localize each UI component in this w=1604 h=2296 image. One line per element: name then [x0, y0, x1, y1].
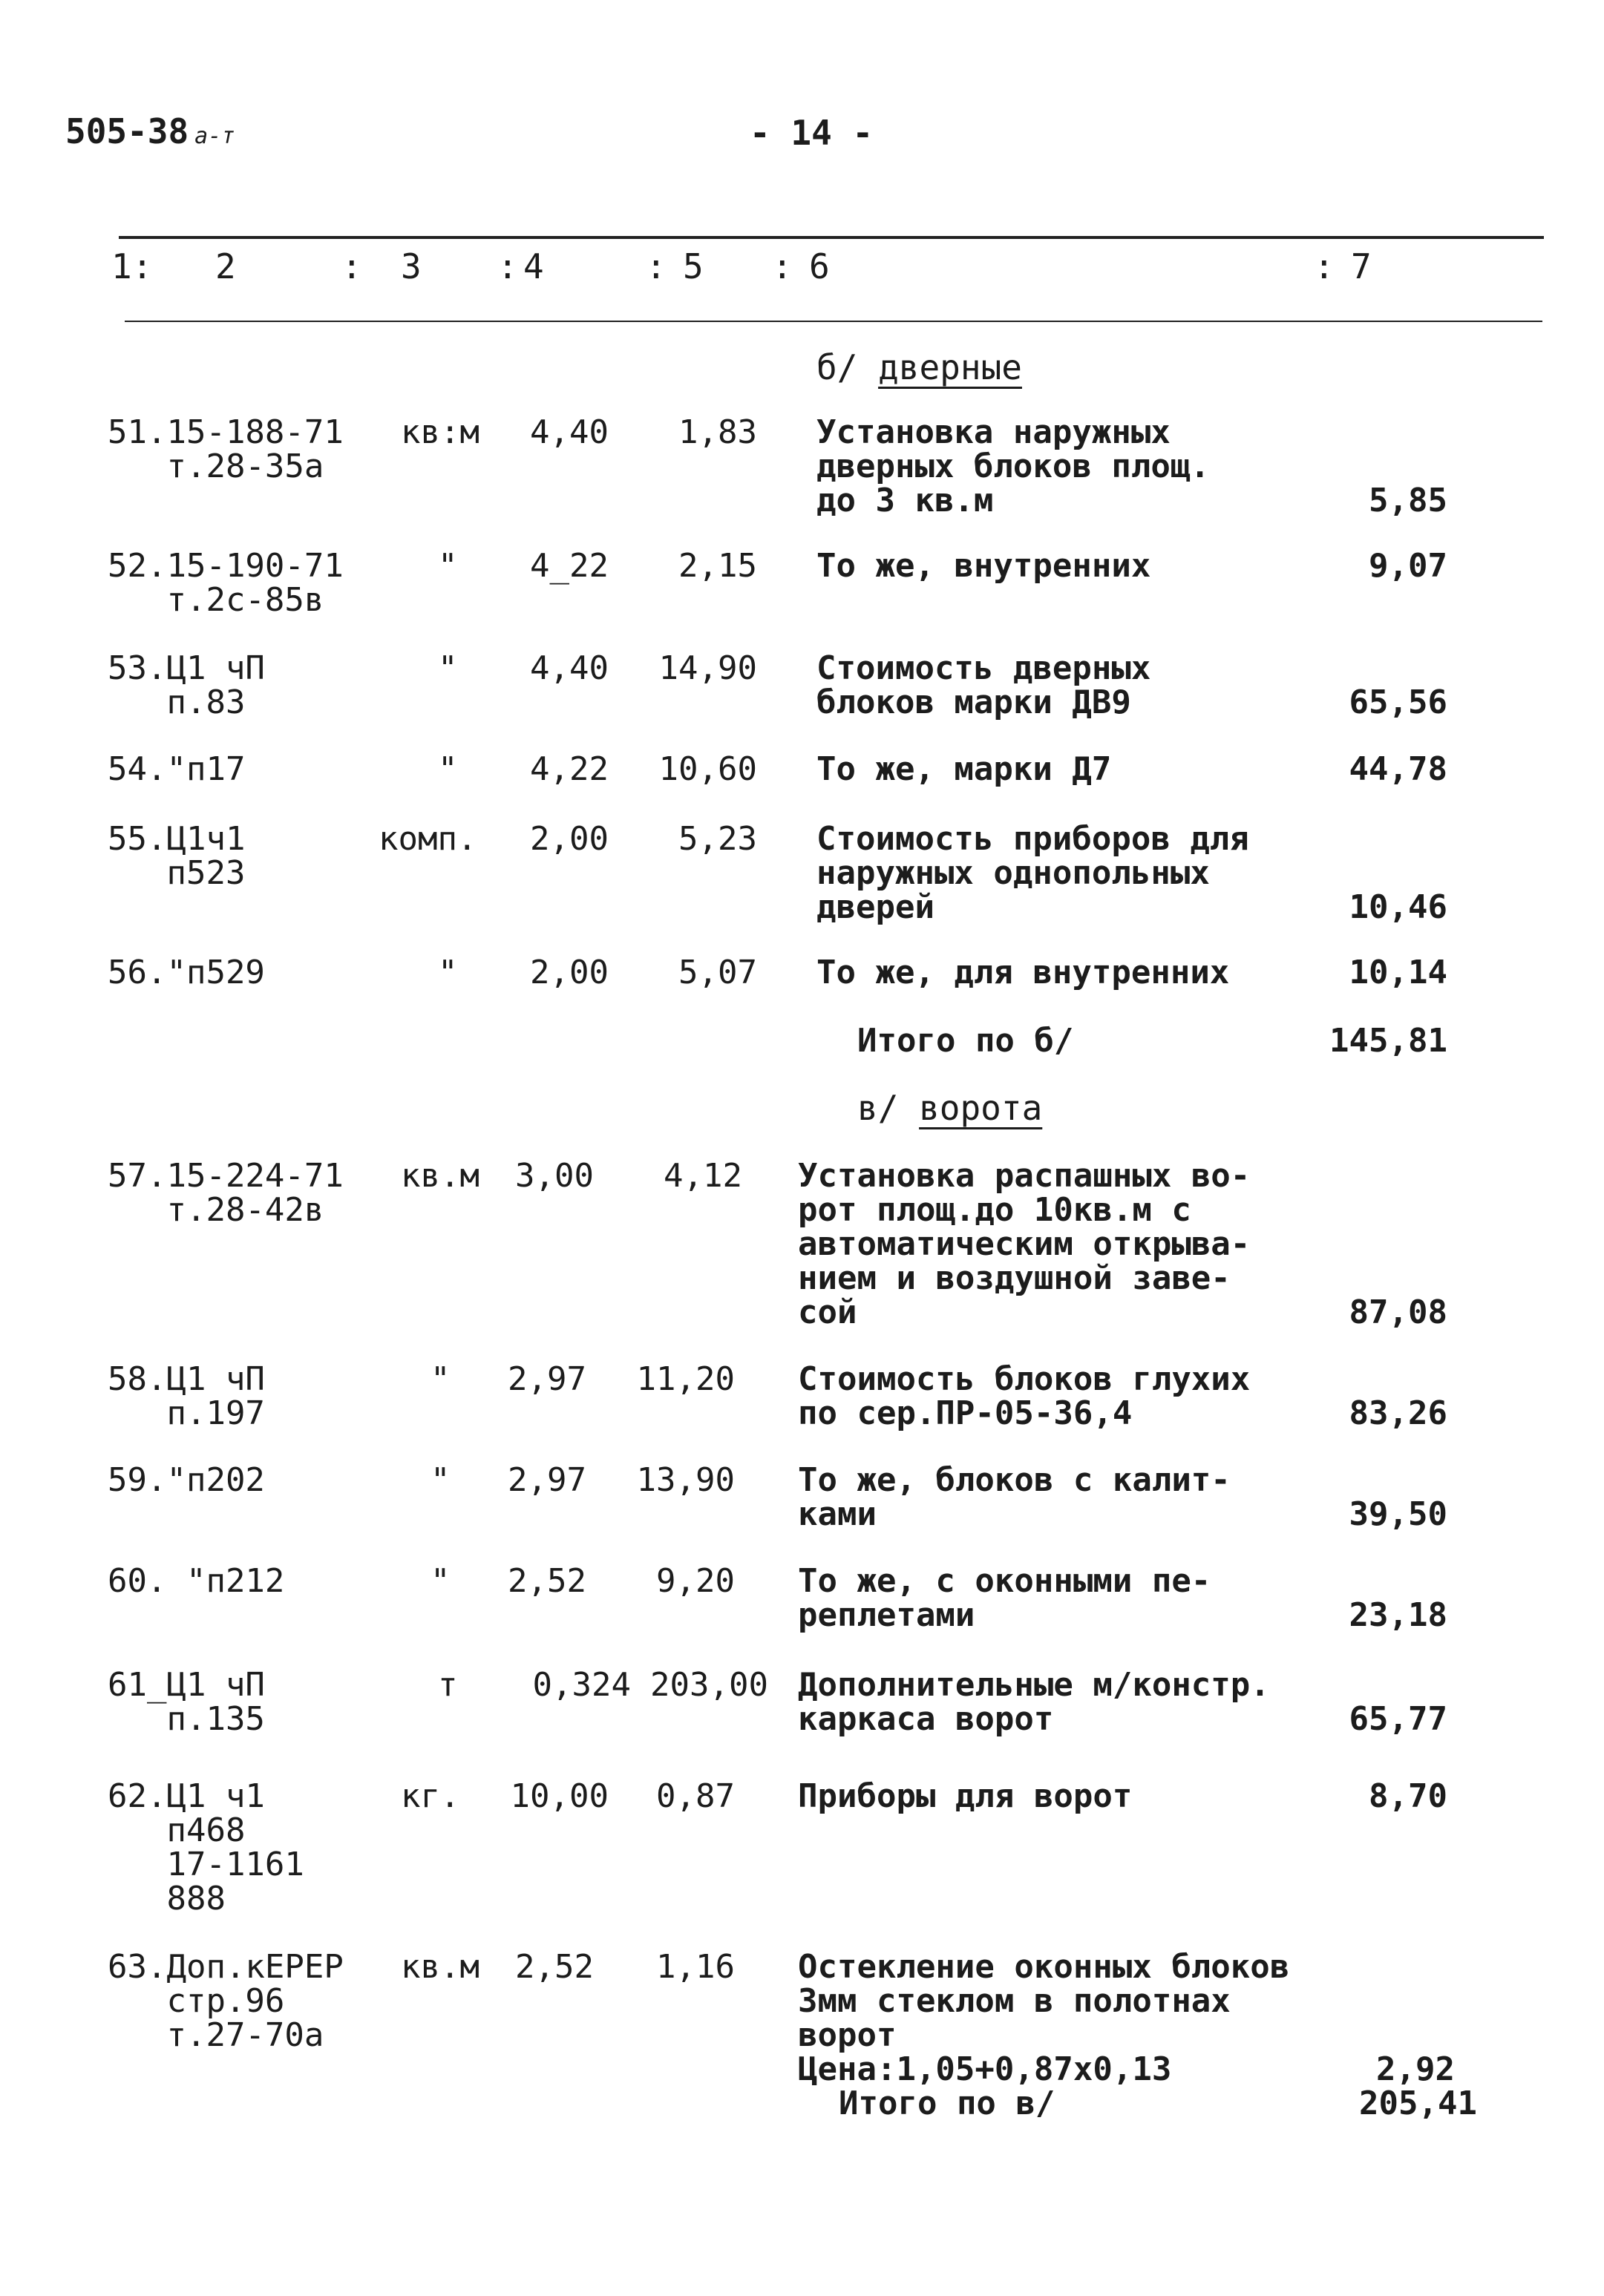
document-code-text: 505-38 — [65, 111, 189, 151]
table-header-rule — [125, 321, 1542, 322]
row-52-unit: " — [438, 547, 458, 585]
row-63-qty: 2,52 — [515, 1948, 594, 1986]
row-52-description: То же, внутренних — [816, 547, 1151, 585]
row-62-code: 62.Ц1 ч1 п468 17-1161 888 — [108, 1777, 304, 1918]
column-header-6: 6 — [809, 246, 830, 286]
column-separator: : — [646, 246, 667, 286]
row-56-total: 10,14 — [1349, 954, 1447, 991]
row-61-unit: т — [438, 1666, 458, 1704]
row-59-unit: " — [431, 1461, 451, 1499]
column-header-5: 5 — [683, 246, 704, 286]
column-header-1: 1: — [111, 246, 153, 286]
row-61-qty: 0,324 — [532, 1666, 631, 1704]
row-53-price: 14,90 — [658, 649, 757, 687]
row-59-description: То же, блоков с калит- ками — [798, 1461, 1231, 1533]
row-62-total: 8,70 — [1369, 1777, 1447, 1815]
row-55-qty: 2,00 — [530, 820, 609, 858]
row-51-description: Установка наружных дверных блоков площ. до 3 кв.м — [816, 413, 1210, 519]
row-54-price: 10,60 — [658, 750, 757, 788]
row-53-unit: " — [438, 649, 458, 687]
row-57-description: Установка распашных во- рот площ.до 10кв.м с автоматическим открыва- нием и воздушной заве- сой — [798, 1157, 1251, 1331]
row-56-price: 5,07 — [678, 954, 757, 991]
section-v-subtotal-label: Итого по в/ — [839, 2085, 1055, 2122]
row-58-total: 83,26 — [1349, 1394, 1447, 1432]
row-58-code: 58.Ц1 чП п.197 — [108, 1360, 265, 1432]
row-55-code: 55.Ц1ч1 п523 — [108, 820, 246, 892]
document-code — [65, 111, 235, 151]
section-b-subtotal-label: Итого по б/ — [857, 1022, 1074, 1060]
row-62-description: Приборы для ворот — [798, 1777, 1133, 1815]
column-header-7: 7 — [1351, 246, 1372, 286]
row-59-price: 13,90 — [636, 1461, 735, 1499]
column-separator: : — [1314, 246, 1335, 286]
section-b-prefix: б/ — [816, 347, 858, 387]
column-separator: : — [497, 246, 518, 286]
section-v-title: ворота — [919, 1088, 1043, 1128]
column-header-4: 4 — [523, 246, 544, 286]
row-51-total: 5,85 — [1369, 482, 1447, 519]
row-54-qty: 4,22 — [530, 750, 609, 788]
section-b-subtotal-value: 145,81 — [1329, 1022, 1447, 1060]
row-63-unit: кв.м — [401, 1948, 479, 1986]
row-60-description: То же, с оконными пе- реплетами — [798, 1562, 1211, 1634]
row-54-code: 54."п17 — [108, 750, 246, 788]
row-58-price: 11,20 — [636, 1360, 735, 1398]
section-v-prefix: в/ — [857, 1088, 899, 1128]
row-51-price: 1,83 — [678, 413, 757, 451]
row-61-description: Дополнительные м/констр. каркаса ворот — [798, 1666, 1270, 1738]
page-number: - 14 - — [750, 113, 874, 153]
row-52-code: 52.15-190-71 т.2с-85в — [108, 547, 344, 619]
column-header-2: 2 — [215, 246, 236, 286]
row-61-price: 203,00 — [650, 1666, 768, 1704]
row-62-unit: кг. — [401, 1777, 460, 1815]
row-60-total: 23,18 — [1349, 1596, 1447, 1634]
section-b-title: дверные — [878, 347, 1022, 387]
document-mark: а-т — [194, 123, 235, 149]
row-53-description: Стоимость дверных блоков марки ДВ9 — [816, 649, 1151, 721]
section-v-subtotal-value: 205,41 — [1359, 2085, 1477, 2122]
row-58-qty: 2,97 — [508, 1360, 586, 1398]
row-55-description: Стоимость приборов для наружных однопольных дверей — [816, 820, 1249, 926]
row-51-unit: кв:м — [401, 413, 479, 451]
row-54-description: То же, марки Д7 — [816, 750, 1112, 788]
row-57-qty: 3,00 — [515, 1157, 594, 1195]
row-58-unit: " — [431, 1360, 451, 1398]
row-63-code: 63.Доп.кЕРЕР стр.96 т.27-70а — [108, 1948, 344, 2054]
row-51-code: 51.15-188-71 т.28-35а — [108, 413, 344, 485]
row-56-description: То же, для внутренних — [816, 954, 1230, 991]
column-separator: : — [772, 246, 793, 286]
row-63-price: 1,16 — [656, 1948, 735, 1986]
table-top-rule — [119, 236, 1544, 239]
row-62-qty: 10,00 — [510, 1777, 609, 1815]
row-57-unit: кв.м — [401, 1157, 479, 1195]
row-63-total: 2,92 — [1376, 2050, 1455, 2088]
column-separator: : — [341, 246, 362, 286]
row-60-qty: 2,52 — [508, 1562, 586, 1600]
row-59-qty: 2,97 — [508, 1461, 586, 1499]
row-57-total: 87,08 — [1349, 1293, 1447, 1331]
row-54-total: 44,78 — [1349, 750, 1447, 788]
column-header-3: 3 — [401, 246, 422, 286]
row-58-description: Стоимость блоков глухих по сер.ПР-05-36,4 — [798, 1360, 1251, 1432]
row-62-price: 0,87 — [656, 1777, 735, 1815]
row-56-code: 56."п529 — [108, 954, 265, 991]
row-52-price: 2,15 — [678, 547, 757, 585]
row-52-total: 9,07 — [1369, 547, 1447, 585]
row-56-unit: " — [438, 954, 458, 991]
row-54-unit: " — [438, 750, 458, 788]
row-60-unit: " — [431, 1562, 451, 1600]
row-60-price: 9,20 — [656, 1562, 735, 1600]
section-b-heading — [816, 347, 1022, 387]
row-53-qty: 4,40 — [530, 649, 609, 687]
row-57-price: 4,12 — [664, 1157, 742, 1195]
row-56-qty: 2,00 — [530, 954, 609, 991]
row-53-total: 65,56 — [1349, 683, 1447, 721]
row-59-total: 39,50 — [1349, 1495, 1447, 1533]
row-61-total: 65,77 — [1349, 1700, 1447, 1738]
row-60-code: 60. "п212 — [108, 1562, 285, 1600]
row-51-qty: 4,40 — [530, 413, 609, 451]
row-55-unit: комп. — [379, 820, 477, 858]
row-52-qty: 4_22 — [530, 547, 609, 585]
row-63-description: Остекление оконных блоков 3мм стеклом в полотнах ворот Цена:1,05+0,87х0,13 — [798, 1948, 1290, 2088]
row-55-price: 5,23 — [678, 820, 757, 858]
row-55-total: 10,46 — [1349, 888, 1447, 926]
section-v-heading — [857, 1088, 1042, 1128]
row-53-code: 53.Ц1 чП п.83 — [108, 649, 265, 721]
row-57-code: 57.15-224-71 т.28-42в — [108, 1157, 344, 1229]
row-61-code: 61_Ц1 чП п.135 — [108, 1666, 265, 1738]
row-59-code: 59."п202 — [108, 1461, 265, 1499]
